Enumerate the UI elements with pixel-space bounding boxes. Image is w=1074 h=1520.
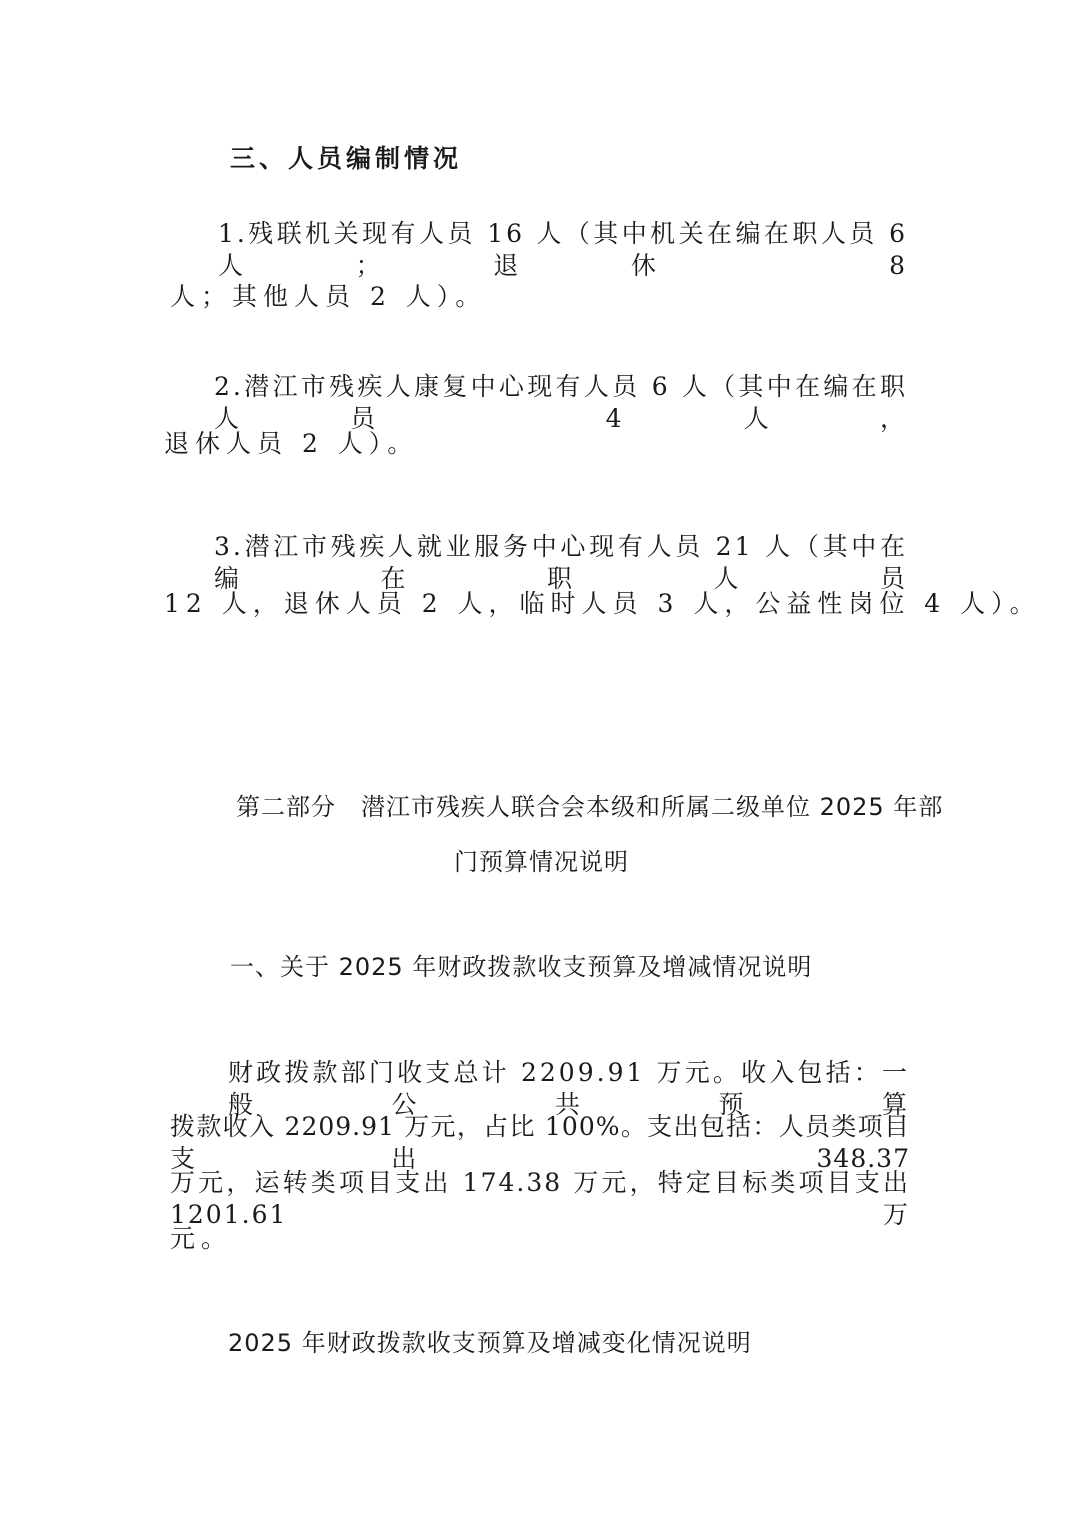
section1-para-line3: 万元，运转类项目支出 174.38 万元，特定目标类项目支出 1201.61 万 xyxy=(170,1168,910,1229)
section1-subheading: 2025 年财政拨款收支预算及增减变化情况说明 xyxy=(228,1329,752,1357)
section1-para-line1: 财政拨款部门收支总计 2209.91 万元。收入包括：一般公共预算 xyxy=(228,1058,910,1119)
section1-para-line4: 元。 xyxy=(170,1224,233,1253)
item1-line2: 人；其他人员 2 人）。 xyxy=(170,282,487,311)
part2-title-line2: 门预算情况说明 xyxy=(454,848,629,876)
part2-title-line1: 第二部分 潜江市残疾人联合会本级和所属二级单位 2025 年部 xyxy=(236,793,944,821)
item3-line2: 12 人，退休人员 2 人，临时人员 3 人，公益性岗位 4 人）。 xyxy=(164,589,1041,618)
section1-para-line2: 拨款收入 2209.91 万元，占比 100%。支出包括：人员类项目支出 348.37 xyxy=(170,1112,910,1173)
section1-heading: 一、关于 2025 年财政拨款收支预算及增减情况说明 xyxy=(230,953,813,981)
item2-line2: 退休人员 2 人）。 xyxy=(164,429,419,458)
section3-heading: 三、人员编制情况 xyxy=(230,144,463,173)
item2-line1: 2.潜江市残疾人康复中心现有人员 6 人（其中在编在职人员 4 人， xyxy=(214,372,908,433)
item1-line1: 1.残联机关现有人员 16 人（其中机关在编在职人员 6 人；退休 8 xyxy=(218,219,908,280)
item3-line1: 3.潜江市残疾人就业服务中心现有人员 21 人（其中在编在职人员 xyxy=(214,532,908,593)
